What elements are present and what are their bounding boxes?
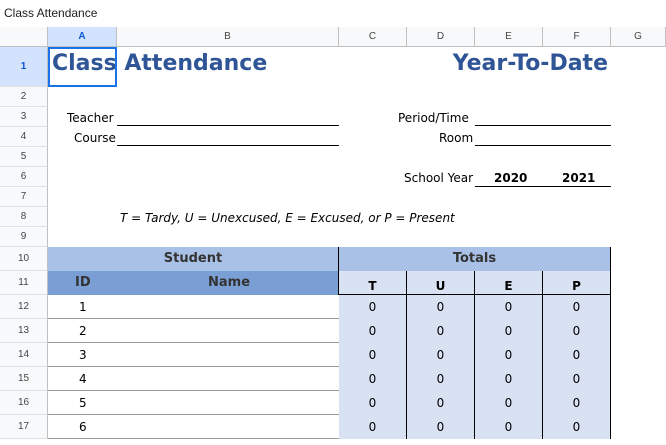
row-header-2[interactable]: 2 [0, 87, 48, 107]
col-header-e[interactable]: E [475, 27, 543, 47]
total-cell-p[interactable]: 0 [543, 391, 611, 415]
row-header-9[interactable]: 9 [0, 227, 48, 247]
row-header-5[interactable]: 5 [0, 147, 48, 167]
row-header-1[interactable]: 1 [0, 47, 48, 87]
subheader-left [48, 271, 339, 295]
total-cell-u[interactable]: 0 [407, 295, 475, 319]
student-id: 3 [79, 348, 87, 362]
total-cell-u[interactable]: 0 [407, 415, 475, 439]
spreadsheet-grid [0, 27, 666, 445]
student-id: 1 [79, 300, 87, 314]
student-id: 6 [79, 420, 87, 434]
id-header: ID [75, 275, 91, 290]
select-all-corner[interactable] [0, 27, 48, 47]
row-header-13[interactable]: 13 [0, 319, 48, 343]
table-row[interactable] [48, 319, 339, 343]
col-header-g[interactable]: G [611, 27, 666, 47]
col-header-a[interactable]: A [48, 27, 117, 47]
t-header: T [339, 271, 407, 295]
total-cell-t[interactable]: 0 [339, 343, 407, 367]
total-cell-p[interactable]: 0 [543, 343, 611, 367]
attendance-legend: T = Tardy, U = Unexcused, E = Excused, or P = Present [120, 211, 455, 225]
total-cell-t[interactable]: 0 [339, 391, 407, 415]
total-cell-e[interactable]: 0 [475, 319, 543, 343]
row-header-10[interactable]: 10 [0, 247, 48, 271]
col-header-b[interactable]: B [117, 27, 339, 47]
total-cell-p[interactable]: 0 [543, 367, 611, 391]
student-id: 4 [79, 372, 87, 386]
year-start[interactable]: 2020 [494, 171, 528, 185]
row-header-4[interactable]: 4 [0, 127, 48, 147]
row-header-8[interactable]: 8 [0, 207, 48, 227]
total-cell-p[interactable]: 0 [543, 319, 611, 343]
period-label: Period/Time [398, 111, 469, 125]
total-cell-t[interactable]: 0 [339, 367, 407, 391]
student-id: 2 [79, 324, 87, 338]
col-header-f[interactable]: F [543, 27, 611, 47]
total-cell-u[interactable]: 0 [407, 391, 475, 415]
row-header-14[interactable]: 14 [0, 343, 48, 367]
student-header: Student [48, 247, 339, 271]
total-cell-p[interactable]: 0 [543, 295, 611, 319]
window-title: Class Attendance [0, 0, 666, 27]
e-header: E [475, 271, 543, 295]
room-field[interactable] [475, 145, 611, 146]
total-cell-t[interactable]: 0 [339, 319, 407, 343]
table-row[interactable] [48, 343, 339, 367]
row-header-7[interactable]: 7 [0, 187, 48, 207]
year-end[interactable]: 2021 [562, 171, 596, 185]
table-row[interactable] [48, 415, 339, 439]
total-cell-e[interactable]: 0 [475, 295, 543, 319]
sheet-title-right: Year-To-Date [452, 51, 608, 76]
table-row[interactable] [48, 367, 339, 391]
total-cell-u[interactable]: 0 [407, 343, 475, 367]
total-cell-u[interactable]: 0 [407, 319, 475, 343]
col-header-c[interactable]: C [339, 27, 407, 47]
table-row[interactable] [48, 391, 339, 415]
col-header-d[interactable]: D [407, 27, 475, 47]
total-cell-e[interactable]: 0 [475, 367, 543, 391]
total-cell-e[interactable]: 0 [475, 343, 543, 367]
course-field[interactable] [117, 145, 339, 146]
row-header-6[interactable]: 6 [0, 167, 48, 187]
total-cell-t[interactable]: 0 [339, 415, 407, 439]
row-header-3[interactable]: 3 [0, 107, 48, 127]
totals-header: Totals [339, 247, 611, 271]
row-header-11[interactable]: 11 [0, 271, 48, 295]
table-row[interactable] [48, 295, 339, 319]
school-year-underline [475, 186, 611, 187]
total-cell-u[interactable]: 0 [407, 367, 475, 391]
total-cell-p[interactable]: 0 [543, 415, 611, 439]
total-cell-e[interactable]: 0 [475, 391, 543, 415]
total-cell-t[interactable]: 0 [339, 295, 407, 319]
row-header-15[interactable]: 15 [0, 367, 48, 391]
sheet-title: Class Attendance [52, 51, 268, 76]
period-field[interactable] [475, 125, 611, 126]
u-header: U [407, 271, 475, 295]
p-header: P [543, 271, 611, 295]
room-label: Room [439, 131, 474, 145]
row-header-16[interactable]: 16 [0, 391, 48, 415]
teacher-field[interactable] [117, 125, 339, 126]
student-id: 5 [79, 396, 87, 410]
name-header: Name [208, 275, 251, 290]
school-year-label: School Year [404, 171, 474, 185]
course-label: Course [74, 131, 116, 145]
row-header-12[interactable]: 12 [0, 295, 48, 319]
teacher-label: Teacher [67, 111, 114, 125]
row-header-17[interactable]: 17 [0, 415, 48, 439]
active-cell-a1[interactable] [48, 47, 117, 87]
total-cell-e[interactable]: 0 [475, 415, 543, 439]
